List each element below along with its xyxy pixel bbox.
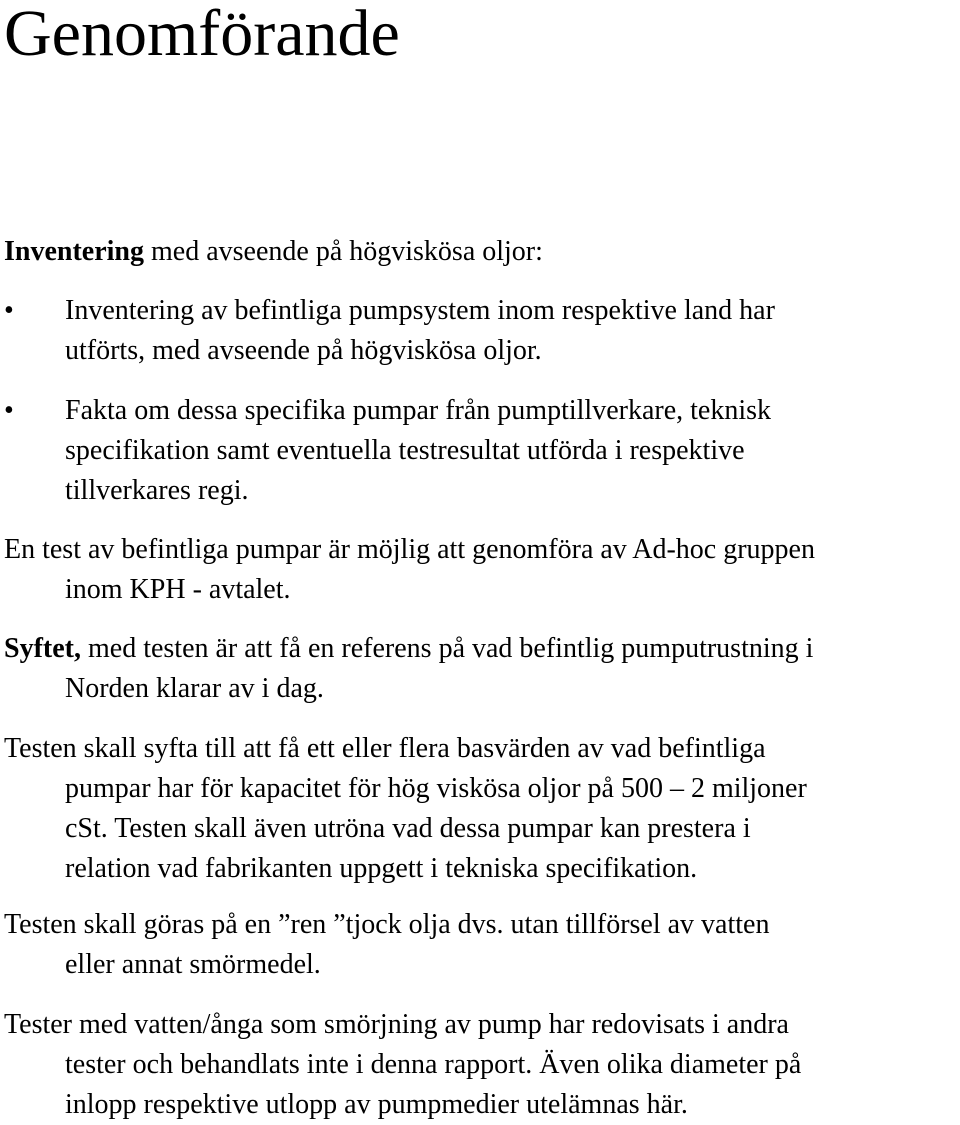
test-oil-paragraph xyxy=(4,905,769,985)
bullet-line: Inventering av befintliga pumpsystem inom respektive land har xyxy=(65,295,775,326)
paragraph-line: tester och behandlats inte i denna rapport. Även olika diameter på xyxy=(65,1049,802,1080)
bullet-item-facts xyxy=(0,391,771,511)
paragraph-line: eller annat smörmedel. xyxy=(65,949,321,980)
bullet-icon: • xyxy=(4,395,14,426)
bullet-line: specifikation samt eventuella testresultat utförda i respektive xyxy=(65,435,745,466)
bullet-line: utförts, med avseende på högviskösa oljor. xyxy=(65,335,542,366)
page-title: Genomförande xyxy=(4,0,400,70)
bullet-text xyxy=(0,291,775,371)
bullet-item-inventory xyxy=(0,291,775,371)
inventory-heading-bold: Inventering xyxy=(4,236,144,267)
purpose-bold: Syftet, xyxy=(4,633,81,664)
bullet-text xyxy=(0,391,771,511)
paragraph-line: cSt. Testen skall även utröna vad dessa pumpar kan prestera i xyxy=(65,813,751,844)
paragraph-line: inom KPH - avtalet. xyxy=(65,574,291,605)
inventory-heading xyxy=(4,232,543,272)
paragraph-line: med testen är att få en referens på vad befintlig pumputrustning i xyxy=(80,633,814,664)
paragraph-line: relation vad fabrikanten uppgett i tekniska specifikation. xyxy=(65,853,698,884)
paragraph-line: Testen skall syfta till att få ett eller flera basvärden av vad befintliga xyxy=(4,733,766,764)
bullet-line: tillverkares regi. xyxy=(65,475,249,506)
bullet-line: Fakta om dessa specifika pumpar från pumptillverkare, teknisk xyxy=(65,395,772,426)
inventory-heading-text: med avseende på högviskösa oljor: xyxy=(144,236,543,267)
other-tests-paragraph xyxy=(4,1005,801,1125)
paragraph-line: inlopp respektive utlopp av pumpmedier utelämnas här. xyxy=(65,1089,688,1120)
test-aim-paragraph xyxy=(4,729,807,889)
bullet-icon: • xyxy=(4,295,14,326)
test-possible-paragraph xyxy=(4,530,815,610)
paragraph-line: pumpar har för kapacitet för hög viskösa oljor på 500 – 2 miljoner xyxy=(65,773,807,804)
paragraph-line: Norden klarar av i dag. xyxy=(65,673,324,704)
paragraph-line: En test av befintliga pumpar är möjlig att genomföra av Ad-hoc gruppen xyxy=(4,534,815,565)
paragraph-line: Tester med vatten/ånga som smörjning av pump har redovisats i andra xyxy=(4,1009,789,1040)
purpose-paragraph xyxy=(4,629,813,709)
paragraph-line: Testen skall göras på en ”ren ”tjock olja dvs. utan tillförsel av vatten xyxy=(4,909,770,940)
